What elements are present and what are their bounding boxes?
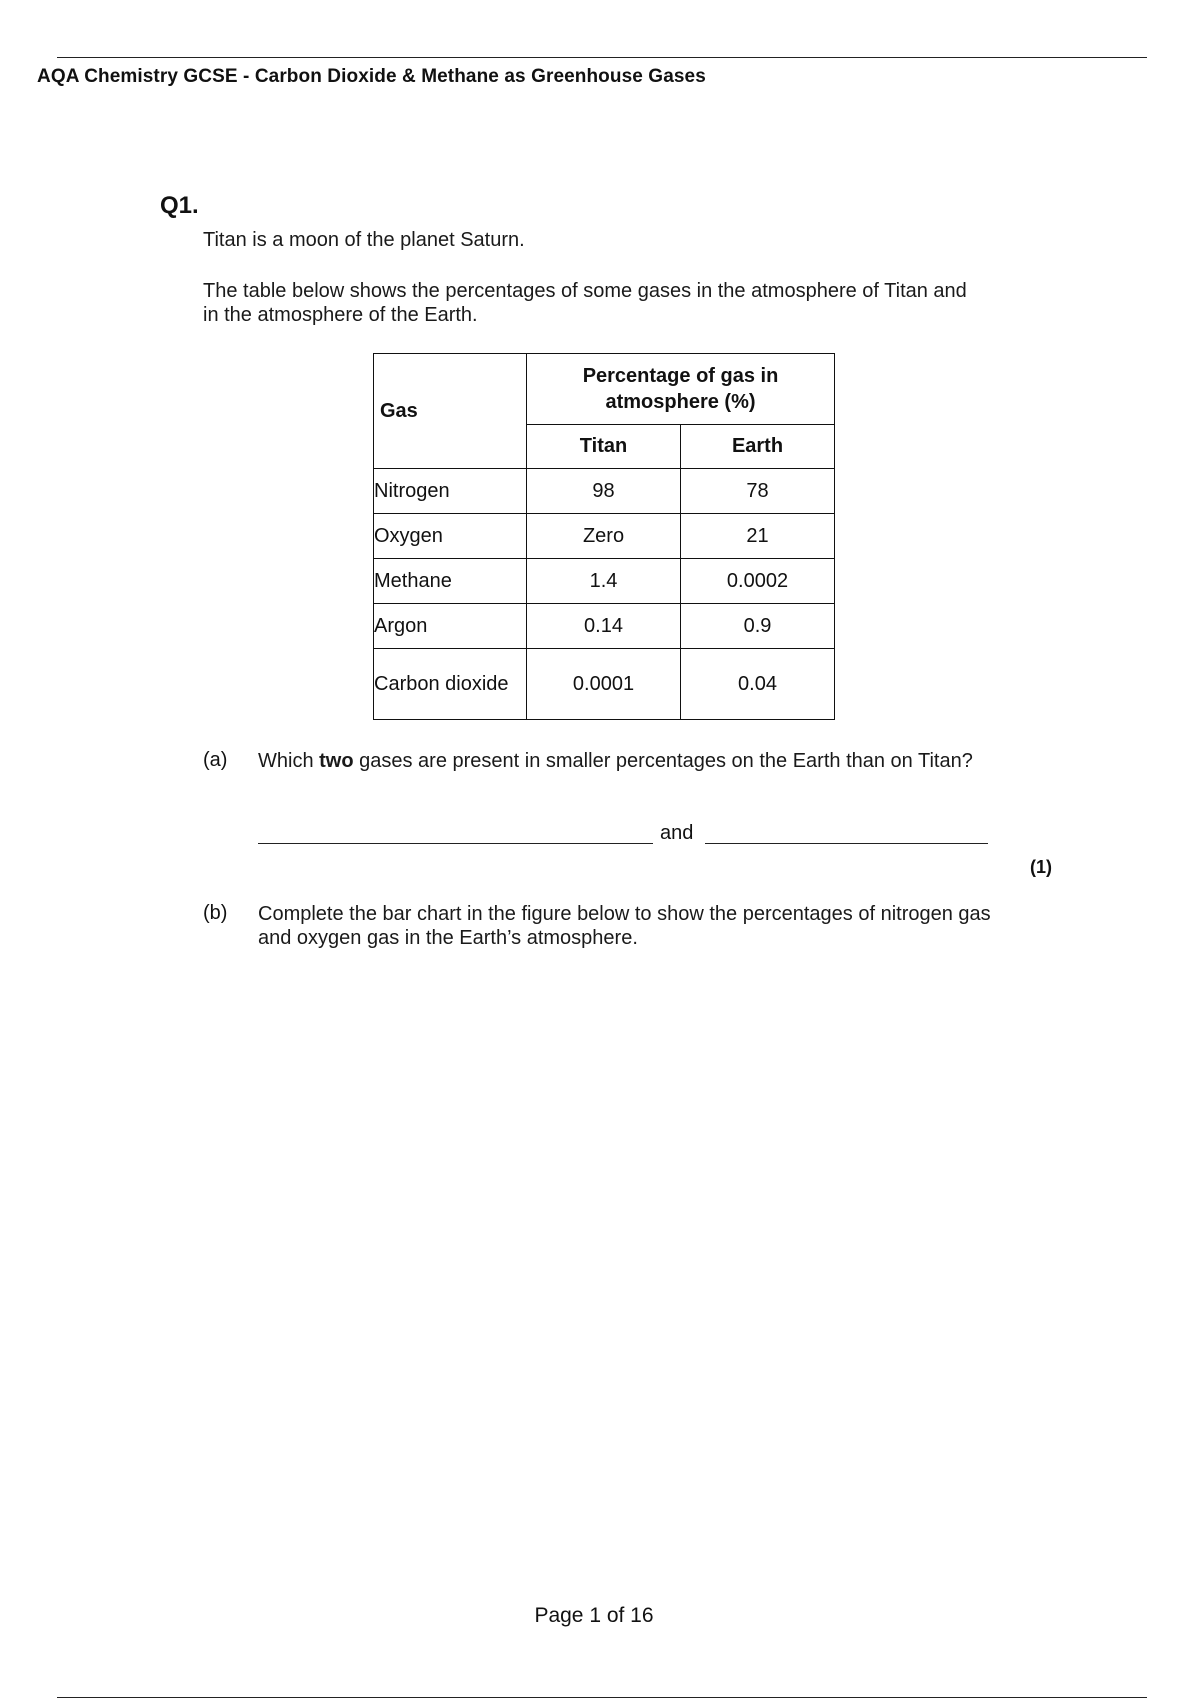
question-number: Q1.	[160, 192, 199, 219]
part-a-question	[258, 749, 998, 773]
table-cell-earth: 78	[681, 469, 835, 514]
table-cell-titan: Zero	[527, 514, 681, 559]
table-cell-gas: Oxygen	[374, 514, 527, 559]
page-number: Page 1 of 16	[534, 1604, 654, 1627]
table-cell-gas: Carbon dioxide	[374, 649, 527, 720]
table-header-percentage: Percentage of gas in atmosphere (%)	[527, 354, 835, 425]
part-a-label: (a)	[203, 749, 228, 771]
table-cell-earth: 0.0002	[681, 559, 835, 604]
table-row	[374, 604, 835, 649]
table-cell-gas: Argon	[374, 604, 527, 649]
table-row	[374, 514, 835, 559]
question-intro-line-2: The table below shows the percentages of some gases in the atmosphere of Titan and in the atmosphere of the Earth.	[203, 280, 967, 326]
table-cell-gas: Methane	[374, 559, 527, 604]
table-cell-earth: 0.04	[681, 649, 835, 720]
table-row	[374, 469, 835, 514]
part-b-question: Complete the bar chart in the figure below to show the percentages of nitrogen gas and oxygen gas in the Earth’s atmosphere.	[258, 903, 991, 949]
answer-line-2[interactable]	[705, 843, 988, 844]
table-cell-titan: 98	[527, 469, 681, 514]
part-b-label: (b)	[203, 902, 228, 924]
document-header-title: AQA Chemistry GCSE - Carbon Dioxide & Methane as Greenhouse Gases	[37, 66, 706, 87]
table-header-earth: Earth	[681, 425, 835, 469]
answer-line-1[interactable]	[258, 843, 653, 844]
part-a-text-after: gases are present in smaller percentages on the Earth than on Titan?	[353, 750, 973, 772]
bottom-rule	[57, 1697, 1147, 1698]
table-cell-titan: 1.4	[527, 559, 681, 604]
part-a-marks: (1)	[1030, 857, 1052, 877]
table-cell-titan: 0.0001	[527, 649, 681, 720]
top-rule	[57, 57, 1147, 58]
table-cell-gas: Nitrogen	[374, 469, 527, 514]
table-header-titan: Titan	[527, 425, 681, 469]
table-row	[374, 649, 835, 720]
part-a-text-bold: two	[319, 750, 354, 772]
gas-percentage-table	[373, 353, 835, 720]
table-cell-earth: 0.9	[681, 604, 835, 649]
table-cell-titan: 0.14	[527, 604, 681, 649]
table-header-gas: Gas	[374, 354, 527, 469]
answer-and-word: and	[660, 822, 694, 844]
part-a-text-before: Which	[258, 750, 320, 772]
table-row	[374, 559, 835, 604]
question-intro-line-1: Titan is a moon of the planet Saturn.	[203, 229, 525, 251]
table-cell-earth: 21	[681, 514, 835, 559]
